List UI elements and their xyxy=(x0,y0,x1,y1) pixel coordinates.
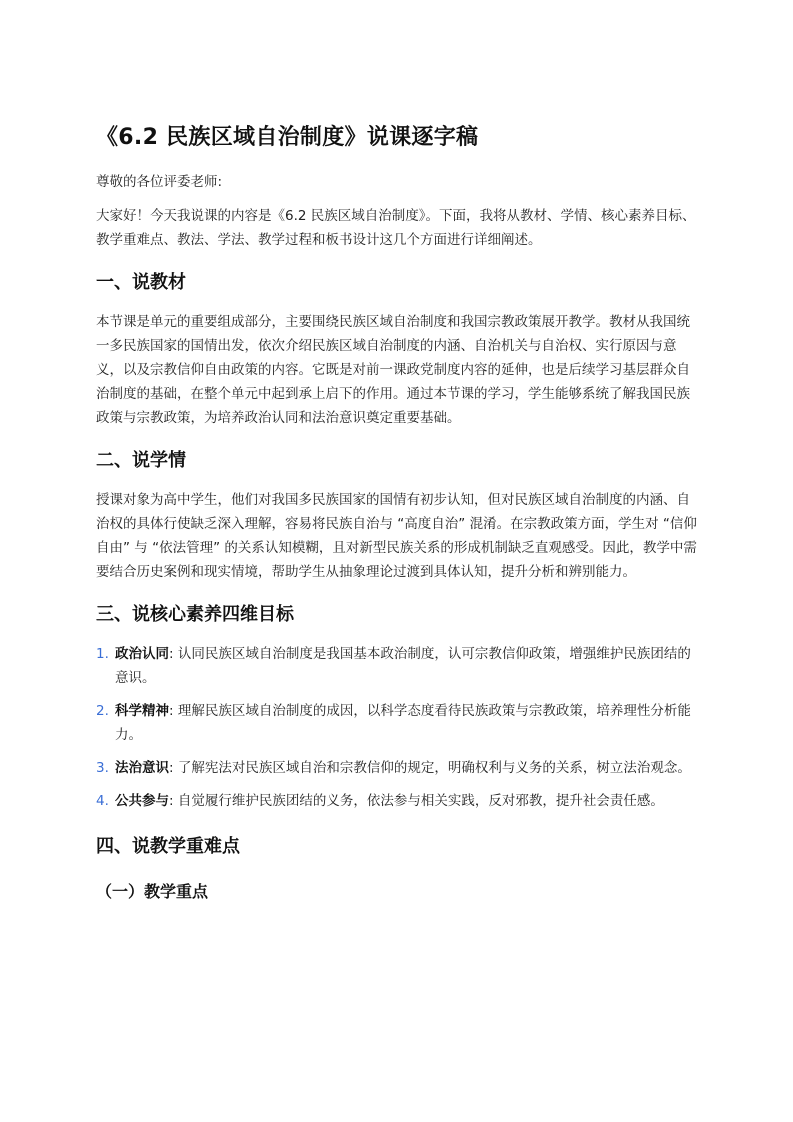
list-item-text: : 自觉履行维护民族团结的义务，依法参与相关实践，反对邪教，提升社会责任感。 xyxy=(169,793,664,809)
section-heading-key-points: 四、说教学重难点 xyxy=(96,836,240,857)
list-item-label: 政治认同 xyxy=(115,646,169,662)
list-item-label: 科学精神 xyxy=(115,703,169,719)
list-item-label: 公共参与 xyxy=(115,793,169,809)
list-item-number: 1. xyxy=(96,646,109,662)
subsection-heading-key-points: （一）教学重点 xyxy=(96,882,209,901)
list-item-number: 2. xyxy=(96,703,109,719)
greeting-paragraph: 尊敬的各位评委老师: xyxy=(96,174,223,190)
section-heading-objectives: 三、说核心素养四维目标 xyxy=(96,604,294,625)
list-item-label: 法治意识 xyxy=(115,760,169,776)
list-item xyxy=(96,756,700,780)
section-body-textbook: 本节课是单元的重要组成部分，主要围绕民族区域自治制度和我国宗教政策展开教学。教材从我国统一多民族国家的国情出发，依次介绍民族区域自治制度的内涵、自治机关与自治权、实行原因与意义，以及宗教信仰自由政策的内容。它既是对前一课政党制度内容的延伸，也是后续学习基层群众自治制度的基础，在整个单元中起到承上启下的作用。通过本节课的学习，学生能够系统了解我国民族政策与宗教政策，为培养政治认同和法治意识奠定重要基础。 xyxy=(96,314,690,426)
list-item xyxy=(96,699,700,747)
list-item-number: 3. xyxy=(96,760,109,776)
section-body-students: 授课对象为高中学生，他们对我国多民族国家的国情有初步认知，但对民族区域自治制度的内涵、自治权的具体行使缺乏深入理解，容易将民族自治与 “高度自治” 混淆。在宗教政策方面，学生对 “信仰自由” 与 “依法管理” 的关系认知模糊，且对新型民族关系的形成机制缺乏直观感受。因此，教学中需要结合历史案例和现实情境，帮助学生从抽象理论过渡到具体认知，提升分析和辨别能力。 xyxy=(96,492,697,580)
section-heading-textbook: 一、说教材 xyxy=(96,272,186,293)
objectives-list xyxy=(96,642,700,813)
list-item xyxy=(96,642,700,690)
list-item-text: : 了解宪法对民族区域自治和宗教信仰的规定，明确权利与义务的关系，树立法治观念。 xyxy=(169,760,691,776)
intro-paragraph: 大家好！今天我说课的内容是《6.2 民族区域自治制度》。下面，我将从教材、学情、核心素养目标、教学重难点、教法、学法、教学过程和板书设计这几个方面进行详细阐述。 xyxy=(96,208,696,248)
document-title: 《6.2 民族区域自治制度》说课逐字稿 xyxy=(96,125,479,150)
list-item-text: : 认同民族区域自治制度是我国基本政治制度，认可宗教信仰政策，增强维护民族团结的意识。 xyxy=(115,646,691,686)
document-page xyxy=(96,118,700,906)
section-heading-students: 二、说学情 xyxy=(96,450,186,471)
list-item xyxy=(96,789,700,813)
list-item-number: 4. xyxy=(96,793,109,809)
list-item-text: : 理解民族区域自治制度的成因，以科学态度看待民族政策与宗教政策，培养理性分析能力。 xyxy=(115,703,691,743)
